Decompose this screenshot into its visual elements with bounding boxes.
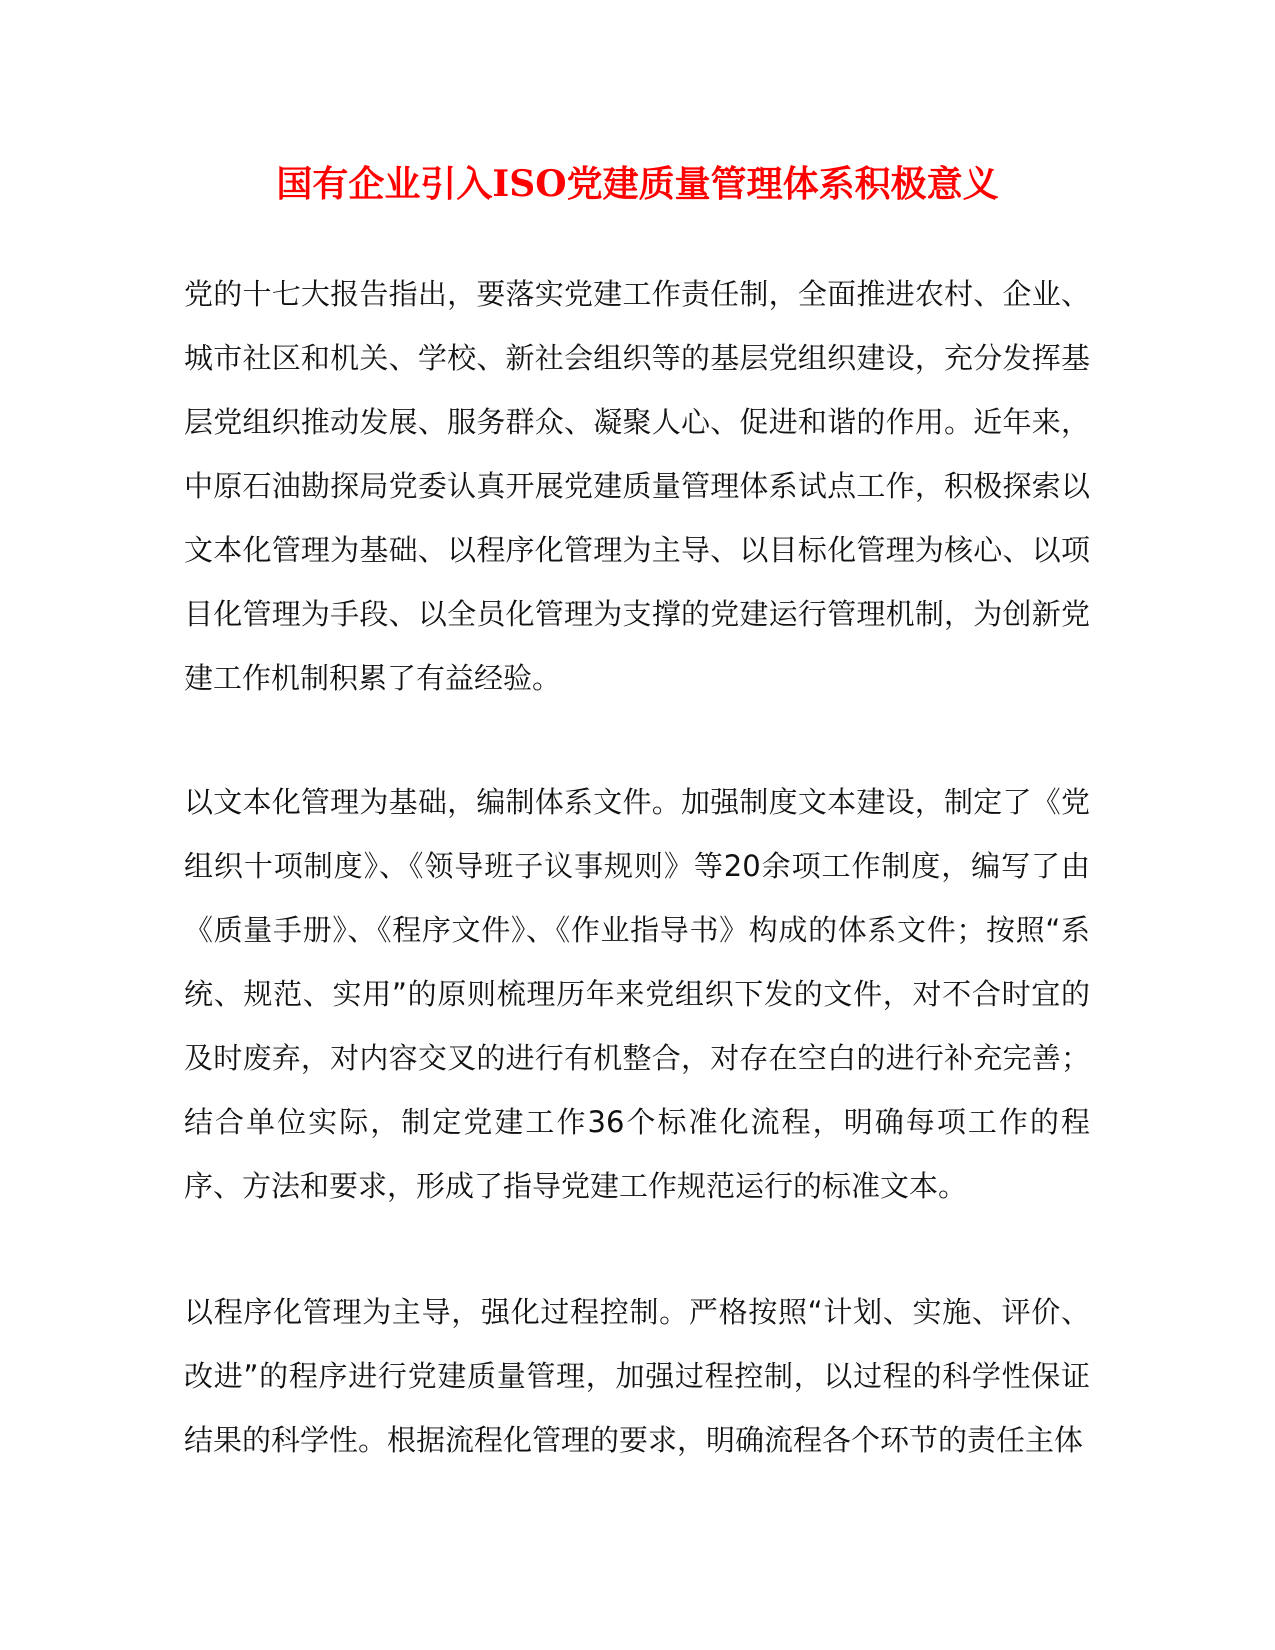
document-title: 国有企业引入ISO党建质量管理体系积极意义 [276,163,999,205]
paragraph-3: 以程序化管理为主导，强化过程控制。严格按照“计划、实施、评价、改进”的程序进行党建质量管理，加强过程控制，以过程的科学性保证结果的科学性。根据流程化管理的要求，明确流程各个环节的责任主体 [184,1295,1090,1457]
paragraph-1: 党的十七大报告指出，要落实党建工作责任制，全面推进农村、企业、城市社区和机关、学校、新社会组织等的基层党组织建设，充分发挥基层党组织推动发展、服务群众、凝聚人心、促进和谐的作用。近年来，中原石油勘探局党委认真开展党建质量管理体系试点工作，积极探索以文本化管理为基础、以程序化管理为主导、以目标化管理为核心、以项目化管理为手段、以全员化管理为支撑的党建运行管理机制，为创新党建工作机制积累了有益经验。 [184,277,1090,695]
paragraph-2: 以文本化管理为基础，编制体系文件。加强制度文本建设，制定了《党组织十项制度》、《领导班子议事规则》等20余项工作制度，编写了由《质量手册》、《程序文件》、《作业指导书》构成的体系文件；按照“系统、规范、实用”的原则梳理历年来党组织下发的文件，对不合时宜的及时废弃，对内容交叉的进行有机整合，对存在空白的进行补充完善；结合单位实际，制定党建工作36个标准化流程，明确每项工作的程序、方法和要求，形成了指导党建工作规范运行的标准文本。 [184,785,1090,1203]
